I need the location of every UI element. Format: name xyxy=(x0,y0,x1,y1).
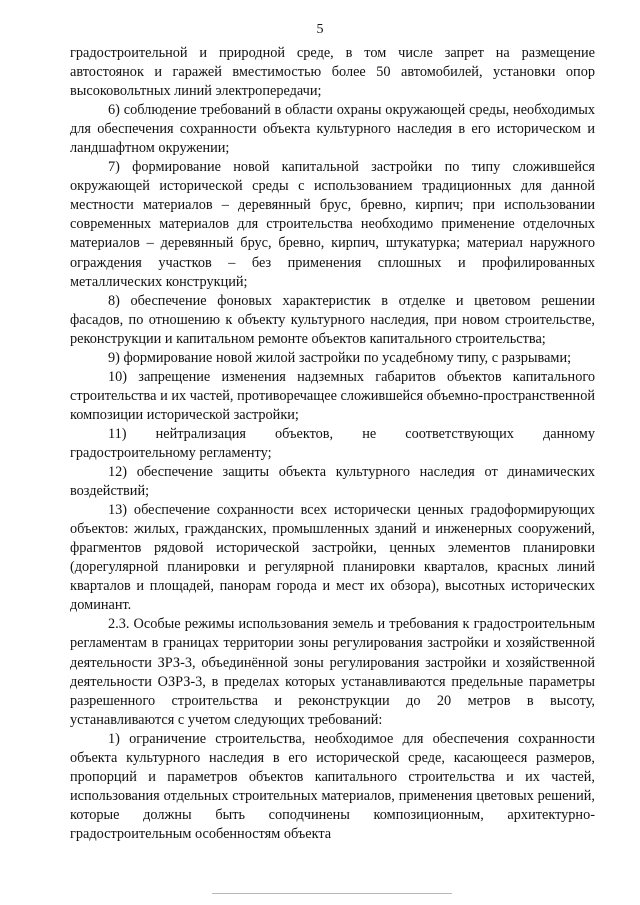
paragraph-item-9: 9) формирование новой жилой застройки по усадебному типу, с разрывами; xyxy=(108,349,572,366)
paragraph-item-6: 6) соблюдение требований в области охраны окружающей среды, необходимых для обеспечения сохранности объекта культурного наследия в его историческом и ландшафтном окружении; xyxy=(70,102,595,157)
paragraph-section-2-3: 2.3. Особые режимы использования земель и требования к градостроительным регламентам в границах территории зоны регулирования застройки и хозяйственной деятельности ЗРЗ-3, объединённой зоны регулирования застройки и хозяйственной деятельности ОЗРЗ-3, в пределах которых устанавливаются предельные параметры разрешенного строительства и реконструкции до 20 метров в высоту, устанавливаются с учетом следующих требований: xyxy=(70,616,595,728)
paragraph-item-13: 13) обеспечение сохранности всех исторически ценных градоформирующих объектов: жилых, гражданских, промышленных зданий и инженерных сооружений, фрагментов рядовой исторической застройки, ценных элементов планировки (дорегулярной планировки и регулярной планировки кварталов, красных линий кварталов и площадей, панорам города и мест их обзора), высотных исторических доминант. xyxy=(70,502,595,614)
paragraph-item-11: 11) нейтрализация объектов, не соответствующих данному градостроительному регламенту; xyxy=(70,425,595,461)
page-number: 5 xyxy=(316,22,324,37)
document-body xyxy=(70,44,595,844)
paragraph-item-7: 7) формирование новой капитальной застройки по типу сложившейся окружающей исторической среды с использованием традиционных для данной местности материалов – деревянный брус, бревно, кирпич; при использовании современных материалов для строительства необходимо применение отделочных материалов – деревянный брус, бревно, кирпич, штукатурка; материал наружного ограждения участков – без применения сплошных и профилированных металлических конструкций; xyxy=(70,159,595,290)
paragraph-item-1: 1) ограничение строительства, необходимое для обеспечения сохранности объекта культурного наследия в его исторической среде, касающееся размеров, пропорций и параметров объектов капитального строительства и их частей, использования отдельных строительных материалов, применения цветовых решений, которые должны быть соподчинены композиционным, архитектурно-градостроительным особенностям объекта xyxy=(70,730,595,842)
paragraph-continuation: градостроительной и природной среде, в том числе запрет на размещение автостоянок и гаражей вместимостью более 50 автомобилей, установки опор высоковольтных линий электропередачи; xyxy=(70,45,595,100)
bottom-divider xyxy=(212,893,452,894)
paragraph-item-8: 8) обеспечение фоновых характеристик в отделке и цветовом решении фасадов, по отношению к объекту культурного наследия, при новом строительстве, реконструкции и капитальном ремонте объектов капитального строительства; xyxy=(70,292,595,347)
paragraph-item-10: 10) запрещение изменения надземных габаритов объектов капитального строительства и их частей, противоречащее сложившейся объемно-пространственной композиции исторической застройки; xyxy=(70,368,595,423)
paragraph-item-12: 12) обеспечение защиты объекта культурного наследия от динамических воздействий; xyxy=(70,464,595,500)
